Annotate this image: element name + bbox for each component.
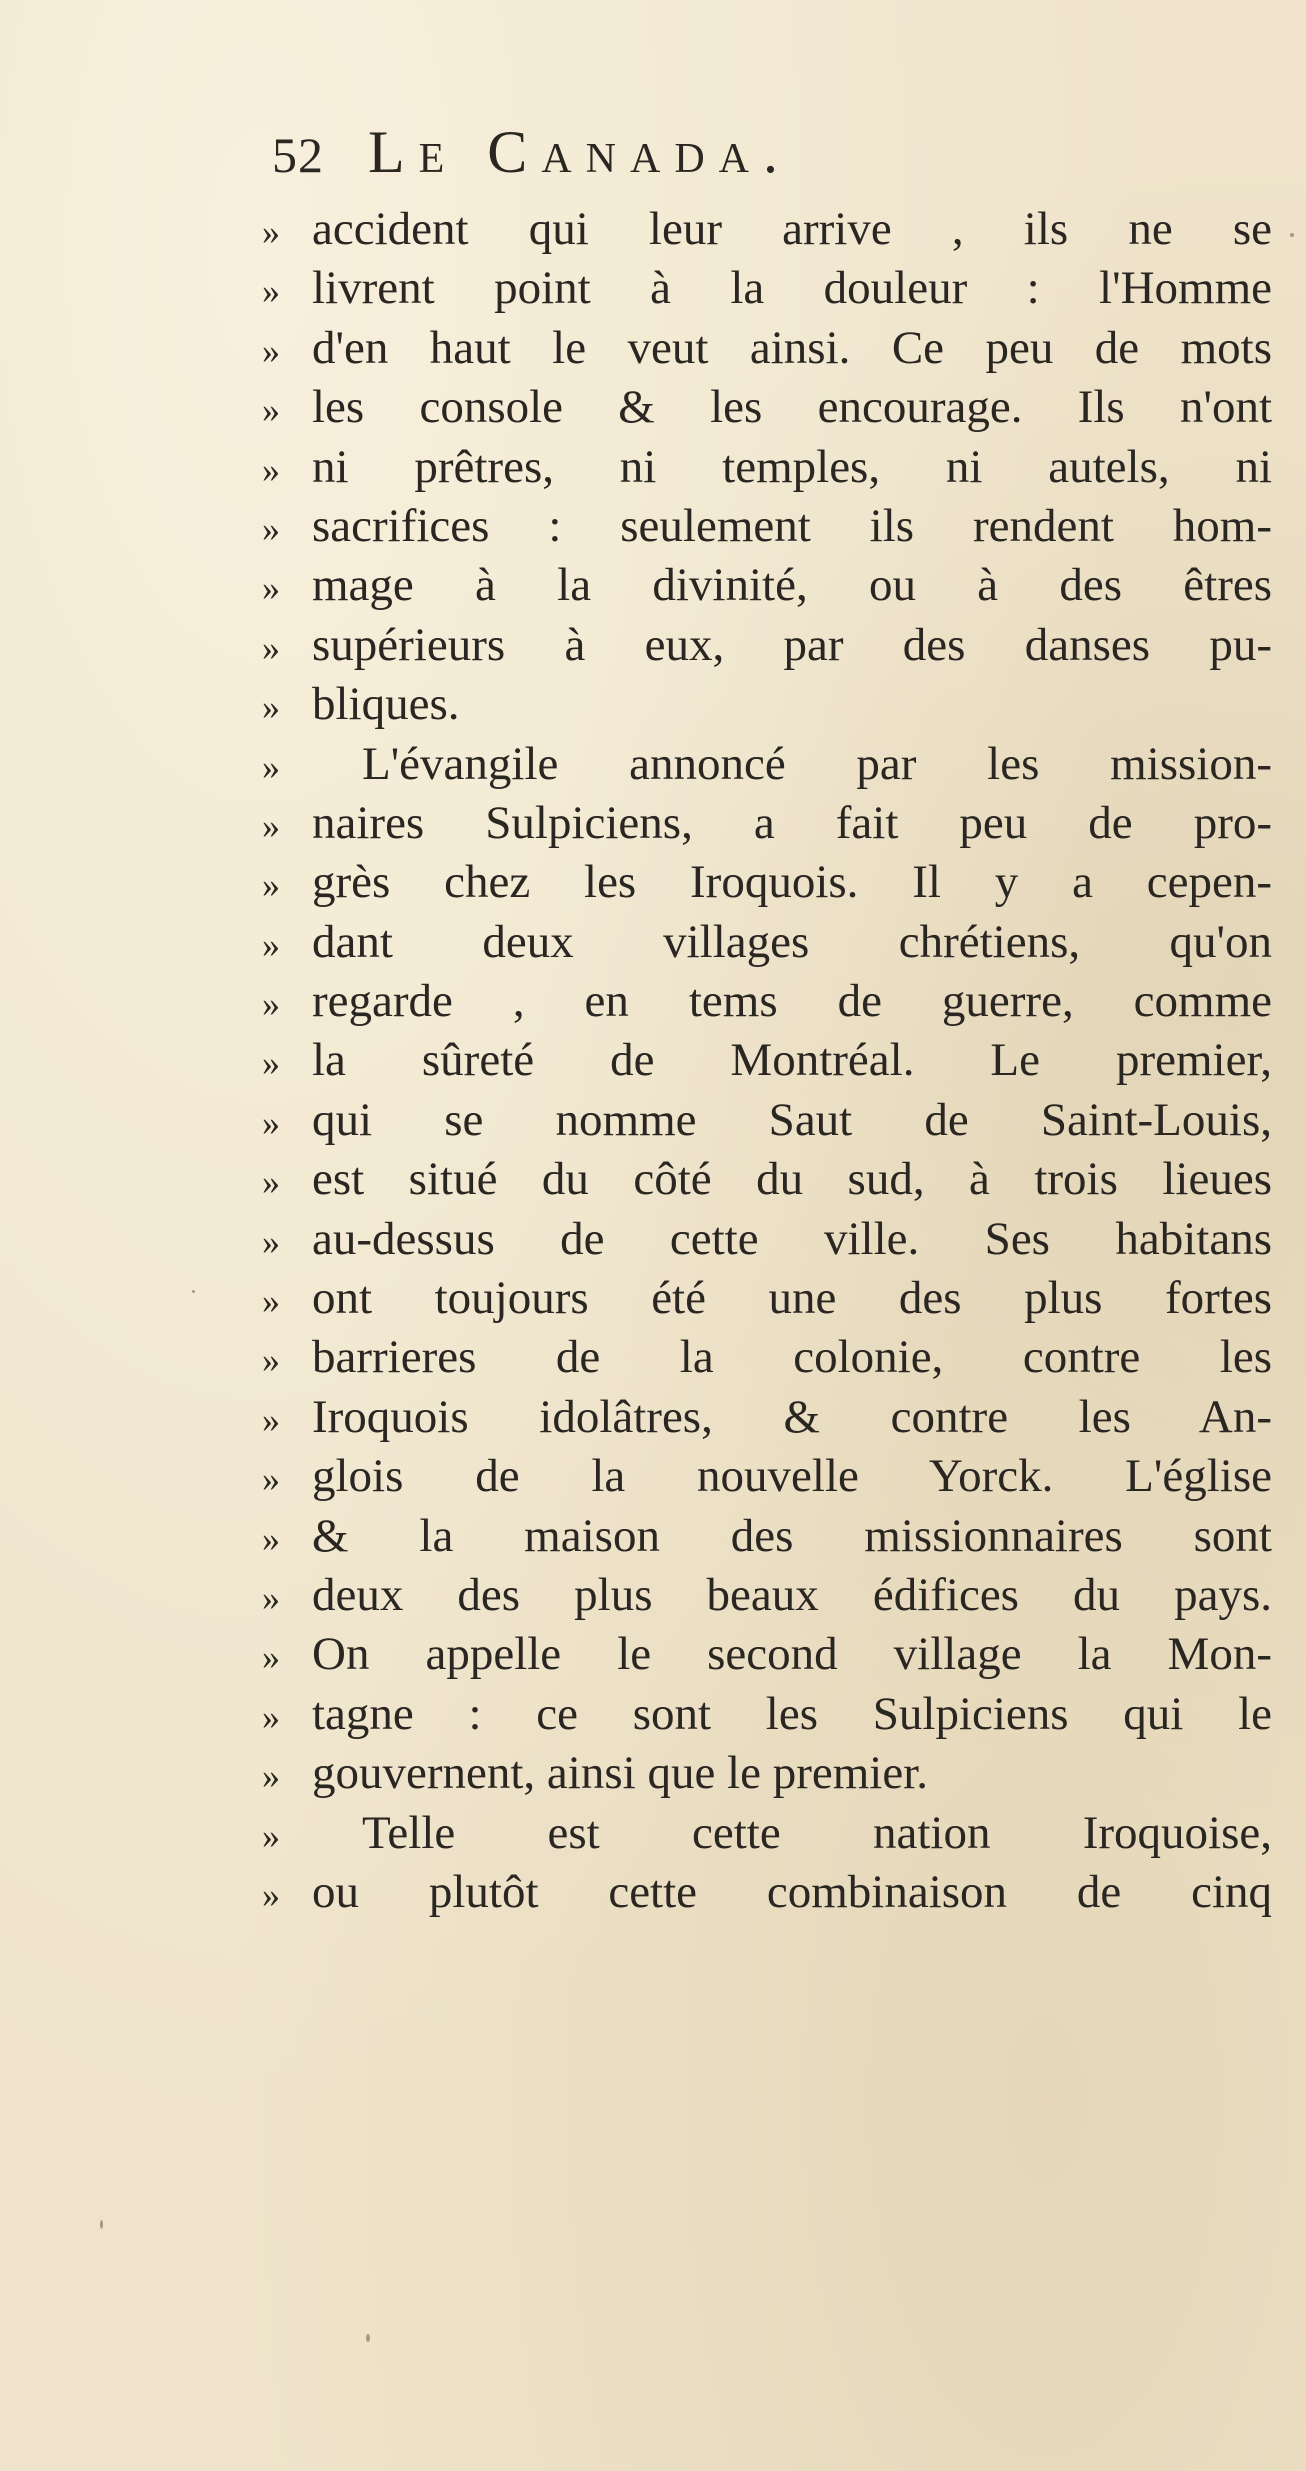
line-text: accident qui leur arrive , ils ne se [312,203,1272,255]
line-text: livrent point à la douleur : l'Homme [312,262,1272,315]
line-text: les console & les encourage. Ils n'ont [312,381,1272,434]
line-text: bliques. [312,678,460,731]
text-line [262,972,1272,1031]
text-line [262,1328,1272,1387]
text-line [262,1210,1272,1269]
guillemet: » [262,568,280,609]
text-line [262,675,1272,734]
line-text: la sûreté de Montréal. Le premier, [312,1034,1272,1087]
line-text: ni prêtres, ni temples, ni autels, ni [312,440,1272,493]
text-line [262,1863,1272,1922]
line-text: mage à la divinité, ou à des êtres [312,559,1272,612]
text-line [262,1566,1272,1625]
line-text: sacrifices : seulement ils rendent hom- [312,499,1272,552]
line-text: qui se nomme Saut de Saint-Louis, [312,1093,1272,1146]
text-line [262,1269,1272,1328]
guillemet: » [262,212,280,252]
line-text: ou plutôt cette combinaison de cinq [312,1865,1272,1918]
text-line [262,1447,1272,1506]
guillemet: » [262,1696,280,1737]
guillemet: » [262,330,280,371]
guillemet: » [262,1340,280,1381]
guillemet: » [262,1815,280,1856]
line-text: naires Sulpiciens, a fait peu de pro- [312,796,1272,849]
line-text: Telle est cette nation Iroquoise, [362,1806,1272,1859]
guillemet: » [262,390,280,431]
line-text: dant deux villages chrétiens, qu'on [312,915,1272,968]
text-line [262,1804,1272,1863]
line-text: On appelle le second village la Mon- [312,1628,1272,1681]
guillemet: » [262,984,280,1025]
line-text: gouvernent, ainsi que le premier. [312,1747,929,1800]
line-text: & la maison des missionnaires sont [312,1509,1272,1562]
text-line [262,259,1272,318]
guillemet: » [262,1756,280,1797]
guillemet: » [262,627,280,668]
page-number: 52 [272,127,324,183]
text-line [262,1150,1272,1209]
text-line [262,1507,1272,1566]
text-line [262,735,1272,794]
guillemet: » [262,1162,280,1203]
guillemet: » [262,1399,280,1440]
paper-speck [366,2334,370,2342]
text-line [262,616,1272,675]
line-text: barrieres de la colonie, contre les [312,1331,1272,1384]
line-text: au-dessus de cette ville. Ses habitans [312,1212,1272,1265]
line-text: supérieurs à eux, par des danses pu- [312,618,1272,671]
guillemet: » [262,1577,280,1618]
text-line [262,378,1272,437]
text-line [262,1091,1272,1150]
guillemet: » [262,865,280,906]
body-text [262,200,1272,1922]
guillemet: » [262,449,280,490]
guillemet: » [262,687,280,728]
text-line [262,319,1272,378]
line-text: regarde , en tems de guerre, comme [312,975,1272,1028]
guillemet: » [262,271,280,312]
text-line [262,794,1272,853]
guillemet: » [262,746,280,787]
guillemet: » [262,1043,280,1084]
line-text: est situé du côté du sud, à trois lieues [312,1153,1272,1206]
text-line [262,1625,1272,1684]
line-text: deux des plus beaux édifices du pays. [312,1568,1272,1621]
text-line [262,200,1272,259]
line-text: L'évangile annoncé par les mission- [362,737,1272,790]
guillemet: » [262,1637,280,1678]
text-line [262,853,1272,912]
guillemet: » [262,1874,280,1915]
text-line [262,556,1272,615]
text-line [262,913,1272,972]
text-line [262,1685,1272,1744]
line-text: glois de la nouvelle Yorck. L'église [312,1450,1272,1503]
page-header [272,118,792,198]
guillemet: » [262,1281,280,1322]
paper-speck [1290,233,1294,237]
paper-speck [192,1290,195,1293]
guillemet: » [262,805,280,846]
running-title: Le Canada. [368,119,792,185]
line-text: grès chez les Iroquois. Il y a cepen- [312,856,1272,909]
guillemet: » [262,1102,280,1143]
line-text: Iroquois idolâtres, & contre les An- [312,1390,1272,1443]
text-line [262,438,1272,497]
line-text: ont toujours été une des plus fortes [312,1272,1272,1325]
text-line [262,497,1272,556]
text-line [262,1031,1272,1090]
guillemet: » [262,1459,280,1500]
paper-speck [100,2220,103,2229]
text-line [262,1744,1272,1803]
guillemet: » [262,508,280,549]
text-line [262,1388,1272,1447]
guillemet: » [262,924,280,965]
line-text: d'en haut le veut ainsi. Ce peu de mots [312,321,1272,374]
guillemet: » [262,1221,280,1262]
guillemet: » [262,1518,280,1559]
line-text: tagne : ce sont les Sulpiciens qui le [312,1687,1272,1740]
